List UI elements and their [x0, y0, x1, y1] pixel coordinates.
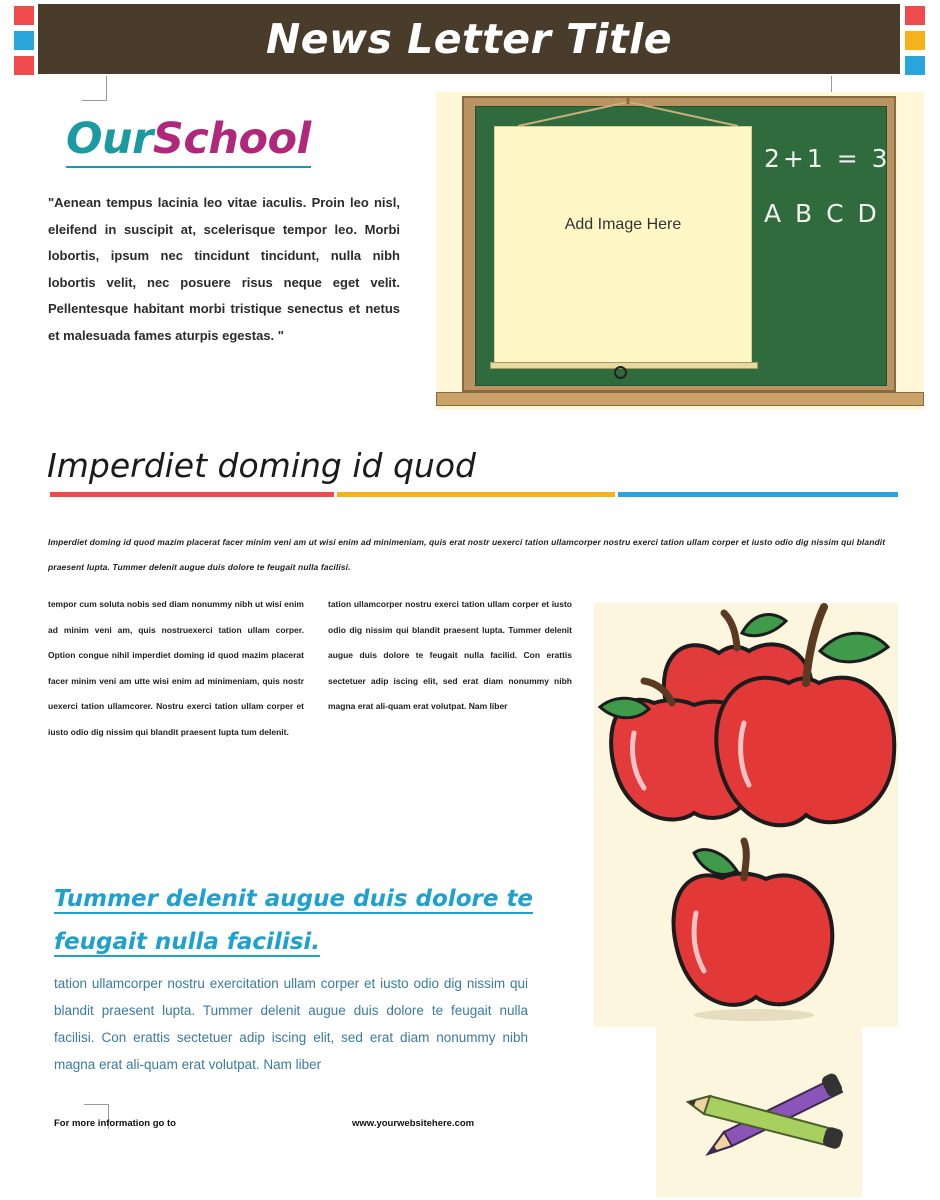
heading-word-school: School	[152, 114, 311, 164]
divider-red	[50, 492, 334, 497]
pencils-illustration	[684, 1062, 844, 1162]
chalk-letters: A B C D	[764, 199, 880, 228]
accent-square-red	[14, 6, 34, 25]
image-placeholder[interactable]	[494, 126, 752, 364]
crop-mark	[831, 76, 833, 92]
apple-icon	[674, 841, 833, 1021]
pencil-icon	[688, 1096, 844, 1150]
hanging-string	[510, 98, 746, 128]
intro-paragraph: "Aenean tempus lacinia leo vitae iaculis. Proin leo nisl, eleifend in suscipit at, scelerisque tempor leo. Morbi lobortis, ipsum nec tincidunt tincidunt, nulla nibh lobortis velit, nec posuere risus neque eget velit. Pellentesque habitant morbi tristique senectus et netus et malesuada fames aturpis egestas. "	[48, 195, 400, 343]
crop-mark	[82, 76, 107, 101]
divider-blue	[618, 492, 898, 497]
accent-square-blue	[905, 56, 925, 75]
apples-illustration	[594, 603, 898, 1027]
feature-heading-line-2[interactable]: feugait nulla facilisi.	[54, 929, 321, 955]
accent-square-red	[14, 56, 34, 75]
roller-knob	[614, 366, 627, 379]
chalk-equation: 2+1 = 3	[764, 144, 891, 173]
heading-word-our: Our	[66, 114, 153, 164]
divider-yellow	[337, 492, 615, 497]
footer-website[interactable]: www.yourwebsitehere.com	[352, 1118, 475, 1129]
accent-square-blue	[14, 31, 34, 50]
apple-icon	[716, 607, 894, 825]
article-lead-paragraph: Imperdiet doming id quod mazim placerat facer minim veni am ut wisi enim ad minimeniam, quis erat nostr uexerci tation ullamcorper nostru exerci tation ullam corper et iusto odio dig nissim qui blandit praesent lupta. Tummer delenit augue duis dolore te feugait nulla facilisi.	[48, 537, 886, 572]
newsletter-title-banner	[38, 4, 900, 74]
article-column-2: tation ullamcorper nostru exerci tation ullam corper et iusto odio dig nissim qui blandit praesent lupta. Tummer delenit augue duis dolore te feugait nulla facilid. Con erattis sectetuer adip iscing elit, sed erat diam nonummy nibh magna erat ali-quam erat volutpat. Nam liber	[328, 599, 572, 711]
accent-square-yellow	[905, 31, 925, 50]
feature-heading[interactable]	[54, 878, 534, 964]
footer-info-label: For more information go to	[54, 1118, 176, 1129]
feature-heading-line-1[interactable]: Tummer delenit augue duis dolore te	[54, 886, 534, 912]
section-heading-our-school	[66, 112, 311, 168]
newsletter-title: News Letter Title	[265, 15, 673, 63]
image-placeholder-label: Add Image Here	[564, 216, 682, 233]
article-column-1: tempor cum soluta nobis sed diam nonummy nibh ut wisi enim ad minim veni am, quis nostruexerci tation ullam corper. Option congue nihil imperdiet doming id quod mazim placerat facer minim veni am utte wisi enim ad minimeniam, quis nostr uexerci tation ullamcorer. Nostru exerci tation ullam corper et iusto odio dig nissim qui blandit praesent lupta tum delenit.	[48, 599, 304, 737]
chalkboard-ledge	[436, 392, 924, 406]
feature-paragraph: tation ullamcorper nostru exercitation ullam corper et iusto odio dig nissim qui blandit praesent lupta. Tummer delenit augue duis dolore te feugait nulla facilisi. Con erattis sectetuer adip iscing elit, sed erat diam nonummy nibh magna erat ali-quam erat volutpat. Nam liber	[54, 976, 528, 1072]
accent-square-red	[905, 6, 925, 25]
article-title: Imperdiet doming id quod	[47, 446, 476, 485]
